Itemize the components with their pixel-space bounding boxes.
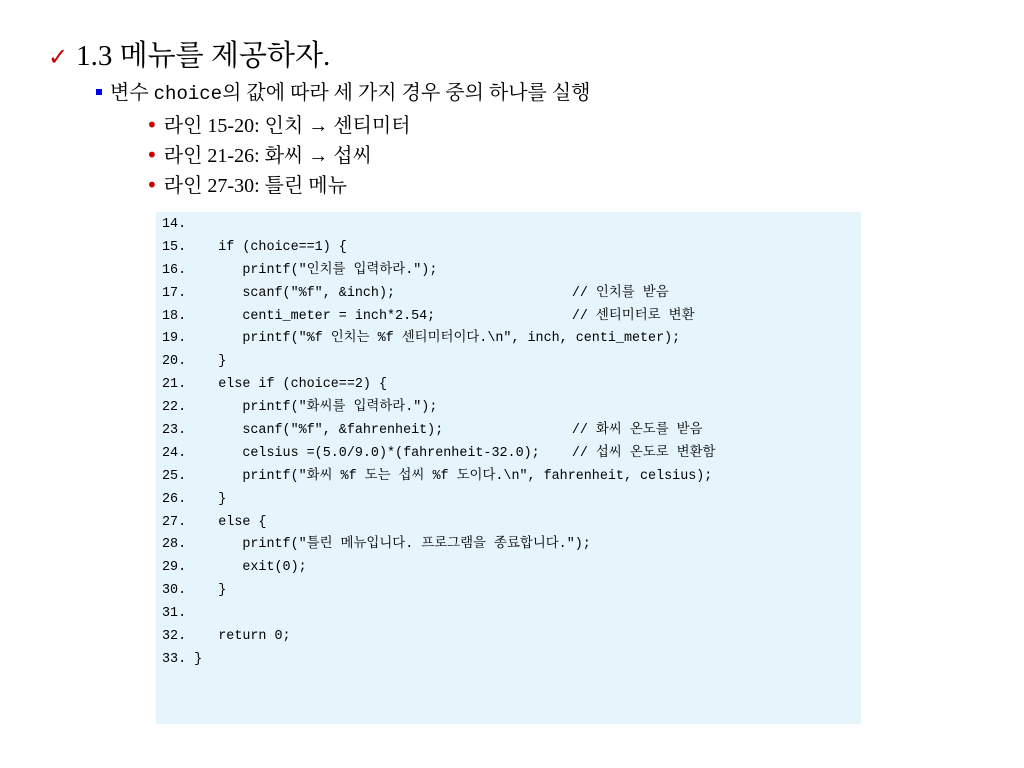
bullet-code: choice bbox=[153, 83, 223, 105]
sub-bullet-1 bbox=[146, 112, 411, 139]
code-line: 25. printf("화씨 %f 도는 섭씨 %f 도이다.\n", fahrenheit, celsius); bbox=[162, 468, 713, 484]
square-bullet-icon bbox=[96, 89, 102, 95]
code-line: 15. if (choice==1) { bbox=[162, 239, 347, 255]
code-line: 23. scanf("%f", &fahrenheit); // 화씨 온도를 받음 bbox=[162, 423, 703, 439]
code-listing bbox=[156, 212, 861, 724]
code-line: 30. } bbox=[162, 583, 227, 599]
sub-bullet-text: 라인 15-20: 인치 → 센티미터 bbox=[163, 115, 411, 137]
bullet-prefix: 변수 bbox=[110, 82, 154, 104]
code-line: 28. printf("틀린 메뉴입니다. 프로그램을 종료합니다."); bbox=[162, 537, 591, 553]
code-line: 19. printf("%f 인치는 %f 센티미터이다.\n", inch, centi_meter); bbox=[162, 331, 681, 347]
title-text: 1.3 메뉴를 제공하자. bbox=[76, 40, 331, 72]
dot-bullet-icon: • bbox=[146, 173, 158, 197]
dot-bullet-icon: • bbox=[146, 113, 158, 137]
code-block bbox=[156, 212, 861, 672]
code-line: 32. return 0; bbox=[162, 629, 291, 645]
checkmark-icon: ✓ bbox=[48, 43, 69, 71]
sub-bullet-2 bbox=[146, 142, 372, 169]
code-line: 21. else if (choice==2) { bbox=[162, 377, 387, 393]
code-line: 27. else { bbox=[162, 514, 267, 530]
dot-bullet-icon: • bbox=[146, 143, 158, 167]
code-line: 20. } bbox=[162, 354, 227, 370]
main-bullet bbox=[96, 80, 591, 107]
code-line: 26. } bbox=[162, 491, 227, 507]
code-line: 24. celsius =(5.0/9.0)*(fahrenheit-32.0); // 섭씨 온도로 변환함 bbox=[162, 445, 716, 461]
code-line: 22. printf("화씨를 입력하라."); bbox=[162, 400, 438, 416]
code-line: 14. bbox=[162, 217, 187, 232]
code-line: 29. exit(0); bbox=[162, 560, 307, 576]
code-line: 17. scanf("%f", &inch); // 인치를 받음 bbox=[162, 285, 669, 301]
slide-title bbox=[48, 38, 330, 75]
sub-bullet-text: 라인 27-30: 틀린 메뉴 bbox=[163, 175, 347, 197]
code-line: 33. } bbox=[162, 651, 203, 667]
code-line: 16. printf("인치를 입력하라."); bbox=[162, 262, 438, 278]
code-line: 31. bbox=[162, 606, 187, 622]
sub-bullet-text: 라인 21-26: 화씨 → 섭씨 bbox=[163, 145, 372, 167]
sub-bullet-3 bbox=[146, 172, 347, 199]
bullet-suffix: 의 값에 따라 세 가지 경우 중의 하나를 실행 bbox=[222, 82, 591, 104]
code-line: 18. centi_meter = inch*2.54; // 센티미터로 변환 bbox=[162, 308, 695, 324]
